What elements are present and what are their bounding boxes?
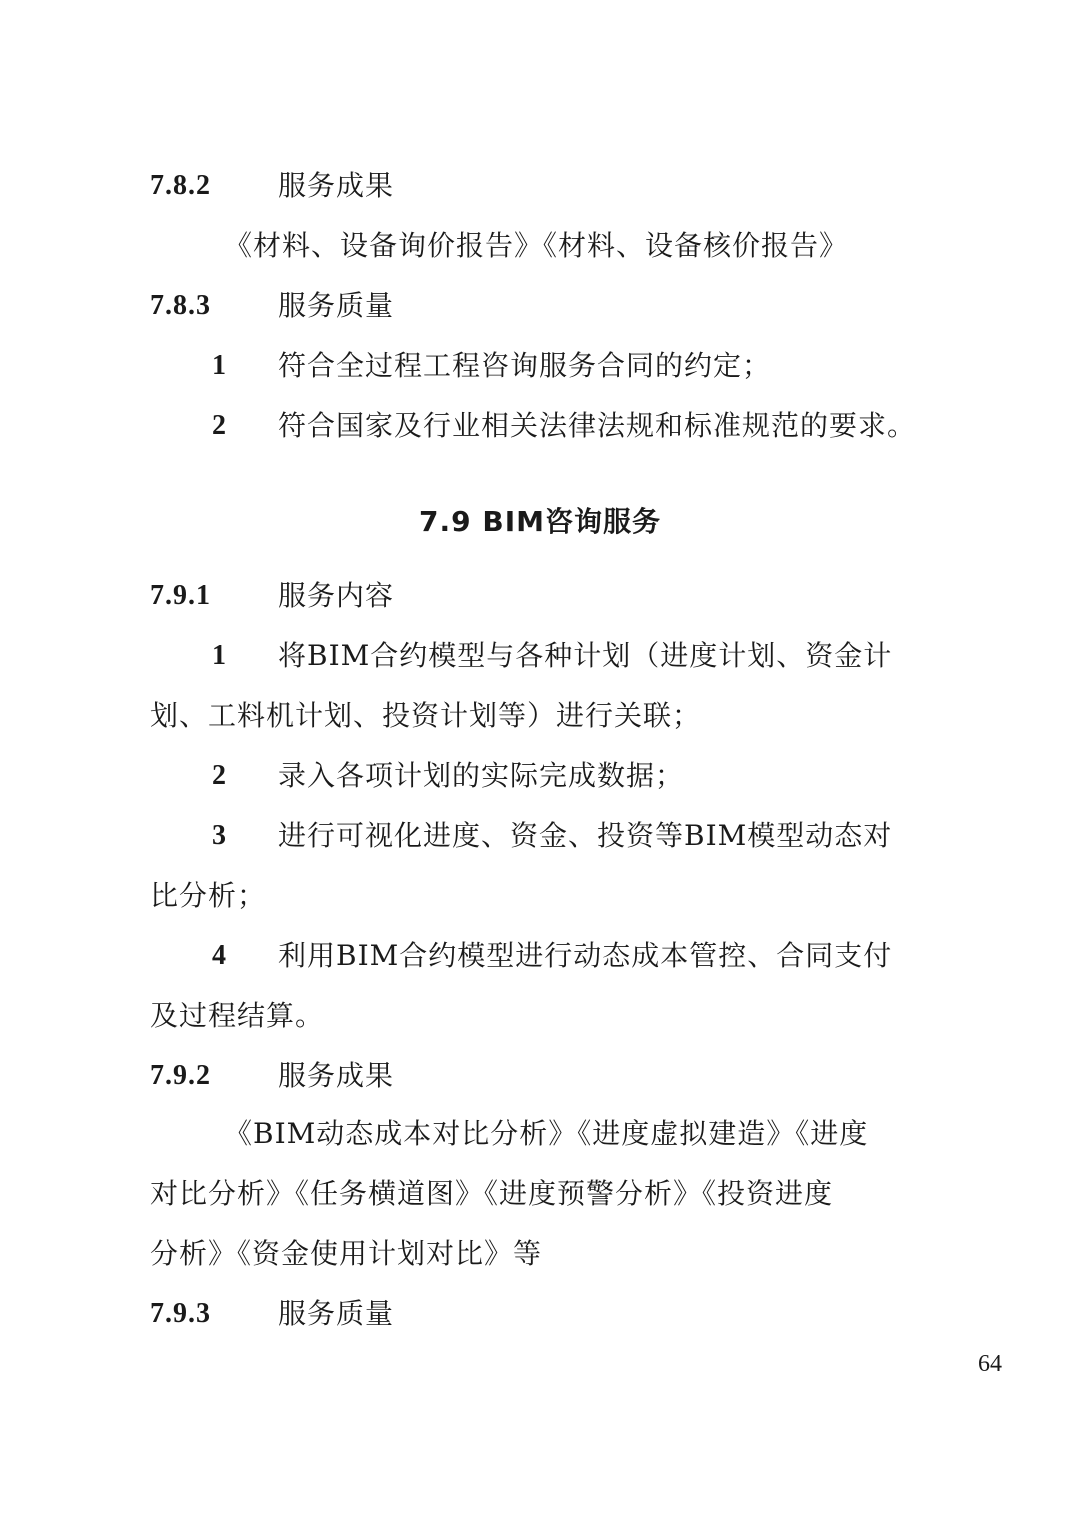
paragraph-text: 对比分析》《任务横道图》《进度预警分析》《投资进度 bbox=[150, 1177, 834, 1210]
section-heading-7-9-2 bbox=[150, 1056, 930, 1096]
item-text: 进行可视化进度、资金、投资等BIM模型动态对 bbox=[278, 819, 893, 852]
item-text: 符合全过程工程咨询服务合同的约定； bbox=[278, 349, 772, 382]
item-text: 符合国家及行业相关法律法规和标准规范的要求。 bbox=[278, 409, 917, 442]
paragraph bbox=[150, 226, 930, 266]
section-title: 服务内容 bbox=[278, 579, 395, 612]
list-item-continuation bbox=[150, 696, 930, 736]
section-number: 7.9.2 bbox=[150, 1060, 211, 1091]
section-heading-7-8-2 bbox=[150, 166, 930, 206]
list-item-continuation bbox=[150, 876, 930, 916]
list-item bbox=[150, 816, 930, 856]
paragraph bbox=[150, 1114, 930, 1154]
paragraph-continuation bbox=[150, 1174, 930, 1214]
item-number: 2 bbox=[212, 410, 227, 441]
item-number: 2 bbox=[212, 760, 227, 791]
list-item bbox=[150, 636, 930, 676]
paragraph-text: 分析》《资金使用计划对比》等 bbox=[150, 1237, 543, 1270]
section-number: 7.9.1 bbox=[150, 580, 211, 611]
section-heading-7-9-1 bbox=[150, 576, 930, 616]
section-title: 服务质量 bbox=[278, 1297, 395, 1330]
chapter-heading: 7.9 BIM咨询服务 bbox=[419, 505, 661, 538]
item-number: 3 bbox=[212, 820, 227, 851]
list-item bbox=[150, 406, 930, 446]
item-text: 利用BIM合约模型进行动态成本管控、合同支付 bbox=[278, 939, 893, 972]
section-number: 7.8.3 bbox=[150, 290, 211, 321]
item-number: 1 bbox=[212, 640, 227, 671]
item-text: 录入各项计划的实际完成数据； bbox=[278, 759, 685, 792]
section-number: 7.8.2 bbox=[150, 170, 211, 201]
list-item-continuation bbox=[150, 996, 930, 1036]
section-title: 服务成果 bbox=[278, 1059, 395, 1092]
section-heading-7-8-3 bbox=[150, 286, 930, 326]
paragraph-continuation bbox=[150, 1234, 930, 1274]
item-number: 1 bbox=[212, 350, 227, 381]
item-text: 将BIM合约模型与各种计划（进度计划、资金计 bbox=[278, 639, 893, 672]
section-heading-7-9-3 bbox=[150, 1294, 930, 1334]
list-item bbox=[150, 936, 930, 976]
list-item bbox=[150, 346, 930, 386]
list-item bbox=[150, 756, 930, 796]
section-number: 7.9.3 bbox=[150, 1298, 211, 1329]
item-text: 及过程结算。 bbox=[150, 999, 325, 1032]
section-title: 服务质量 bbox=[278, 289, 395, 322]
item-number: 4 bbox=[212, 940, 227, 971]
item-text: 比分析； bbox=[150, 879, 267, 912]
item-text: 划、工料机计划、投资计划等）进行关联； bbox=[150, 699, 702, 732]
page-number: 64 bbox=[978, 1351, 1002, 1377]
paragraph-text: 《材料、设备询价报告》《材料、设备核价报告》 bbox=[224, 229, 849, 262]
section-title: 服务成果 bbox=[278, 169, 395, 202]
paragraph-text: 《BIM动态成本对比分析》《进度虚拟建造》《进度 bbox=[224, 1117, 869, 1150]
